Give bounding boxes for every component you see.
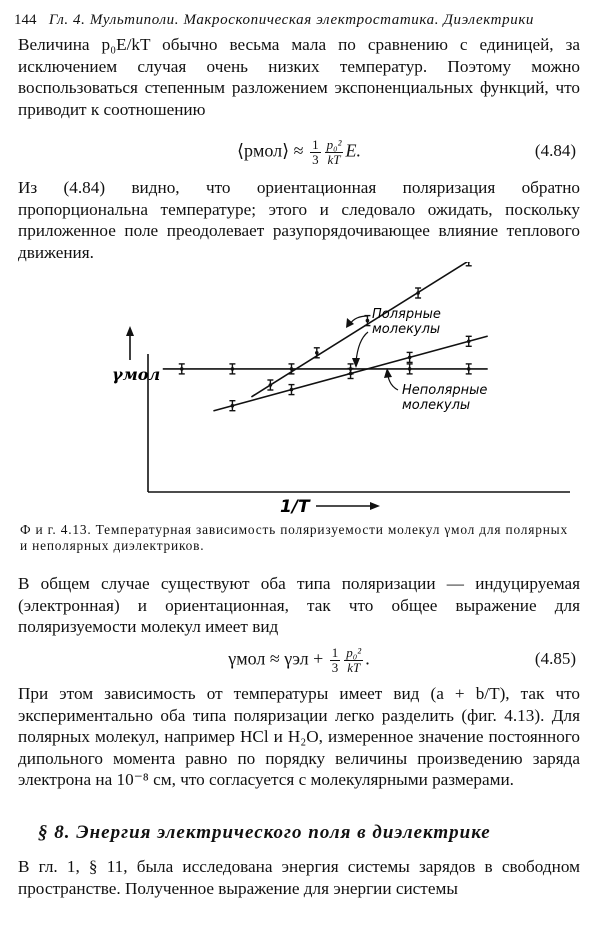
label-nonpolar-2: молекулы bbox=[402, 398, 471, 413]
pointer-polar-upper bbox=[350, 316, 368, 324]
eq2-lhs: γмол ≈ γэл + bbox=[228, 648, 324, 669]
equation-4-84 bbox=[18, 132, 580, 172]
figure-caption: Ф и г. 4.13. Температурная зависимость поляризуемости молекул γмол для полярных и неполярных диэлектриков. bbox=[20, 522, 568, 553]
x-arrow-head bbox=[370, 502, 380, 510]
label-polar-2: молекулы bbox=[372, 322, 441, 337]
eq2-fraction-2: $\frac{\text{p₀²}}{kT}$ bbox=[346, 645, 362, 675]
data-point-s1-2 bbox=[314, 348, 320, 358]
figure-4-13 bbox=[100, 262, 580, 522]
running-header bbox=[14, 12, 584, 29]
pointer-nonpolar bbox=[388, 376, 398, 390]
label-polar-1: Полярные bbox=[372, 307, 441, 322]
figure-plot bbox=[100, 262, 580, 522]
eq2-rhs: . bbox=[365, 648, 370, 669]
eq1-rhs: E. bbox=[345, 140, 361, 161]
data-point-s1-3 bbox=[364, 316, 370, 326]
eq1-tag: (4.84) bbox=[534, 141, 576, 160]
paragraph-3: В общем случае существуют оба типа поляризации — индуцируемая (электронная) и ориентационная, так что общее выражение для поляризуемости молекул имеет вид bbox=[18, 574, 580, 637]
equation-4-85 bbox=[18, 640, 580, 680]
eq1-fraction-1: $\frac{1}{3}$ bbox=[312, 137, 319, 167]
section-heading: § 8. Энергия электрического поля в диэлектрике bbox=[38, 822, 491, 843]
running-title: Гл. 4. Мультиполи. Макроскопическая электростатика. Диэлектрики bbox=[48, 12, 535, 28]
data-point-s1-1 bbox=[267, 380, 273, 390]
y-arrow-head bbox=[126, 326, 134, 336]
pointer-polar-lower bbox=[356, 332, 368, 362]
page-number: 144 bbox=[14, 12, 37, 28]
paragraph-4: При этом зависимость от температуры имеет вид (a + b/T), так что экспериментально оба типа поляризации легко разделить (фиг. 4.13). Для полярных молекул, например HCl и H₂O, измеренное значение постоянного дипольного момента равно по порядку величины произведению заряда электрона на 10⁻⁸ см, что согласуется с молекулярными размерами. bbox=[18, 684, 580, 790]
eq1-fraction-2: $\frac{\text{p₀²}}{kT}$ bbox=[326, 137, 342, 167]
x-axis-label: 1/T bbox=[280, 497, 310, 517]
pointer-polar-upper-head bbox=[346, 318, 354, 328]
eq2-tag: (4.85) bbox=[534, 649, 576, 668]
paragraph-5: В гл. 1, § 11, была исследована энергия системы зарядов в свободном пространстве. Полученное выражение для энергии системы bbox=[18, 857, 580, 898]
paragraph-2: Из (4.84) видно, что ориентационная поляризация обратно пропорциональна температуре; этого и следовало ожидать, поскольку приложенное поле преодолевает разупорядочивающее влияние теплового движения. bbox=[18, 178, 580, 262]
series-line-1 bbox=[251, 262, 487, 397]
eq1-lhs: ⟨pмол⟩ ≈ bbox=[237, 140, 304, 161]
y-axis-label: γмол bbox=[112, 365, 161, 384]
pointer-polar-lower-head bbox=[352, 358, 360, 368]
paragraph-1: Величина p₀E/kT обычно весьма мала по сравнению с единицей, за исключением случая очень низких температур. Поэтому можно воспользоваться степенным разложением экспоненциальных функций, что приводит к соотношению bbox=[18, 35, 580, 119]
label-nonpolar-1: Неполярные bbox=[402, 383, 488, 398]
eq2-fraction-1: $\frac{1}{3}$ bbox=[331, 645, 339, 675]
